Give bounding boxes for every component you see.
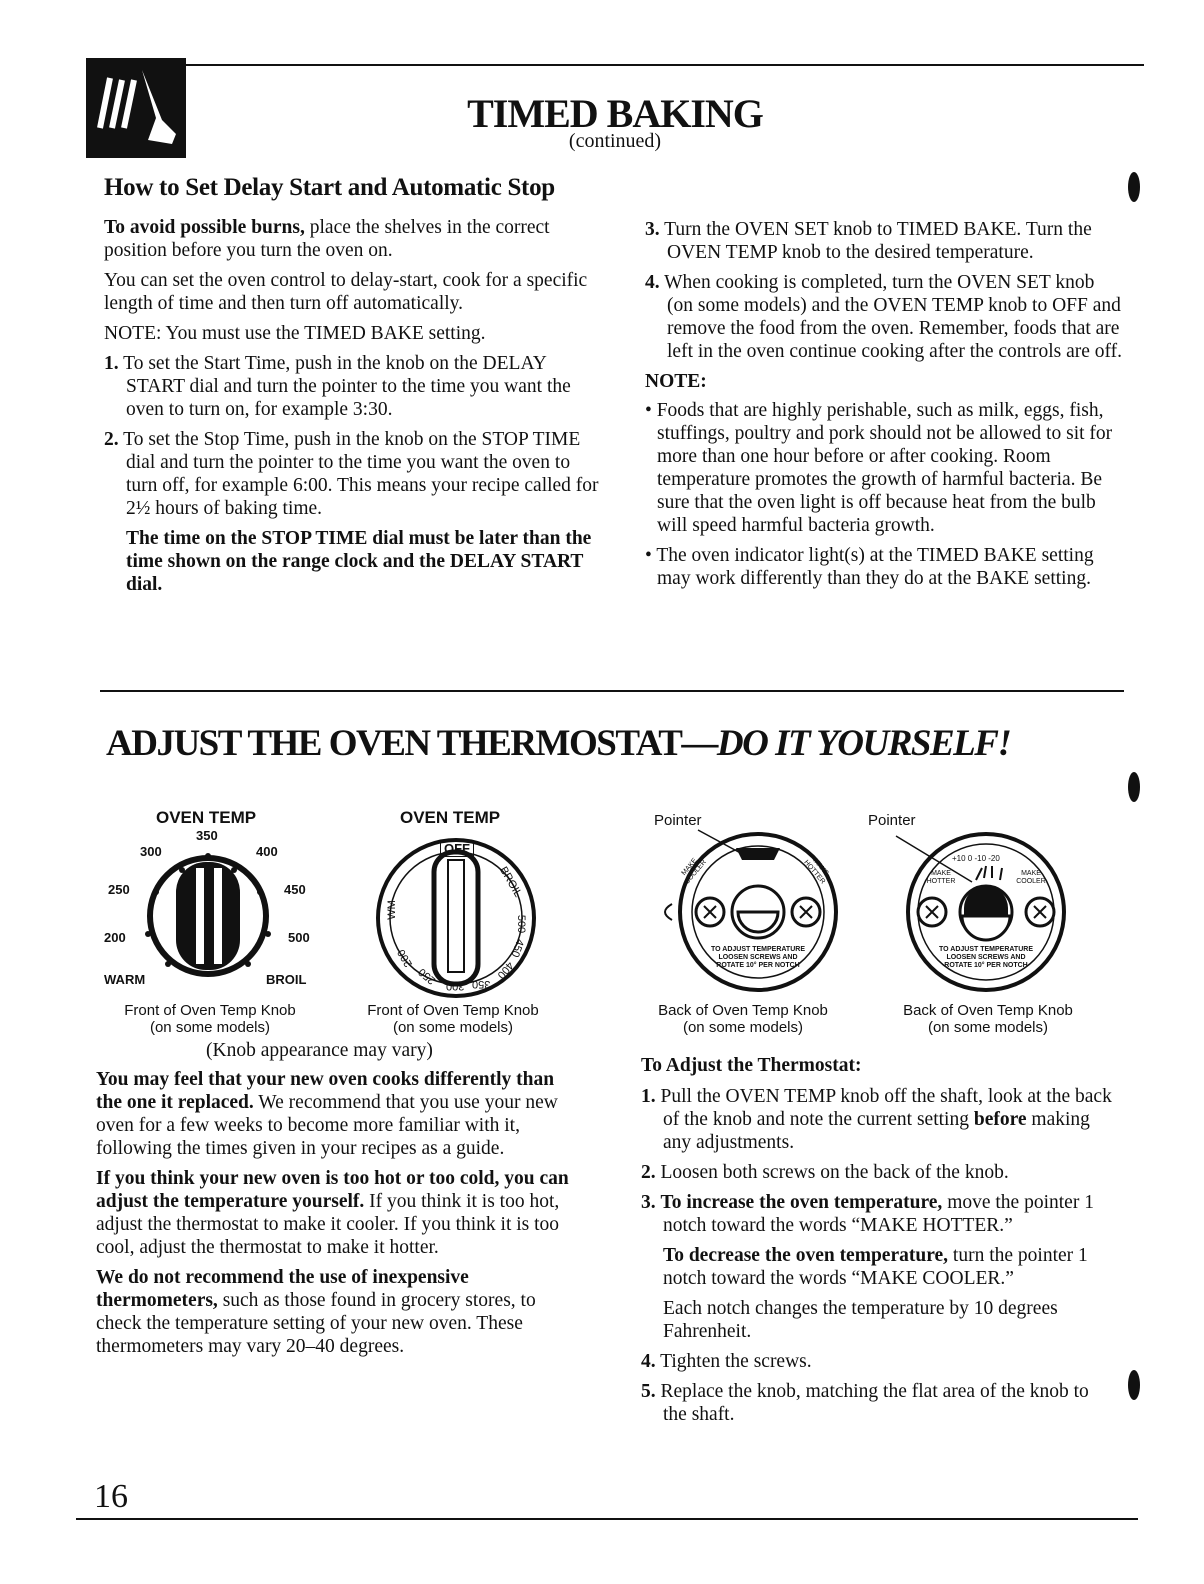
step-2-stop-time: 2. To set the Stop Time, push in the knob on the STOP TIME dial and turn the pointer to the time you want the oven to turn off, for example 6:00. This means your recipe called for 2½ hours of baking time. <box>104 429 599 519</box>
knob-4-make-cooler: MAKE COOLER <box>1016 870 1046 885</box>
each-notch-paragraph: Each notch changes the temperature by 10 degrees Fahrenheit. <box>663 1298 1058 1342</box>
knob-4-pointer-label: Pointer <box>868 812 916 829</box>
knob-1-dial-graphic <box>96 826 326 996</box>
decrease-temperature-paragraph: To decrease the oven temperature, turn the pointer 1 notch toward the words “MAKE COOLER.” <box>663 1245 1088 1289</box>
knob-2-caption: Front of Oven Temp Knob (on some models) <box>367 1002 539 1036</box>
thermostat-left-column <box>96 1068 576 1365</box>
knob-3-make-hotter: MAKE HOTTER <box>802 857 830 886</box>
front-knob-2-figure <box>352 806 562 1006</box>
knob-2-mark-300: 300 <box>446 980 465 992</box>
stop-time-warning: The time on the STOP TIME dial must be later than the time shown on the range clock and the DELAY START dial. <box>126 528 592 595</box>
temp-300: 300 <box>140 844 162 859</box>
top-rule <box>86 64 1144 66</box>
knob-2-mark-350: 350 <box>472 978 491 990</box>
adjust-step-2: 2. Loosen both screws on the back of the knob. <box>641 1162 1009 1183</box>
knob-3-caption: Back of Oven Temp Knob (on some models) <box>658 1002 828 1036</box>
bottom-rule <box>76 1518 1138 1520</box>
thermometers-paragraph: We do not recommend the use of inexpensive thermometers, such as those found in grocery stores, to check the temperature setting of your new oven. These thermometers may vary 20–40 degrees. <box>96 1267 536 1357</box>
delay-intro-paragraph: You can set the oven control to delay-start, cook for a specific length of time and then turn off automatically. <box>104 270 588 314</box>
adjust-step-1: 1. Pull the OVEN TEMP knob off the shaft, look at the back of the knob and note the current setting before making any adjustments. <box>641 1086 1112 1153</box>
adjust-thermostat-heading: To Adjust the Thermostat: <box>641 1055 862 1076</box>
temp-350: 350 <box>196 828 218 843</box>
binding-hole-mark-2 <box>1128 772 1140 802</box>
timed-bake-note: NOTE: You must use the TIMED BAKE setting. <box>104 323 486 344</box>
temp-250: 250 <box>108 882 130 897</box>
knob-2-mark-400: 400 <box>494 959 516 981</box>
delay-left-column <box>104 216 604 603</box>
knob-2-off: OFF <box>440 840 474 857</box>
page-number: 16 <box>94 1478 128 1515</box>
indicator-light-bullet: • The oven indicator light(s) at the TIMED BAKE setting may work differently than they do at the BAKE setting. <box>645 545 1094 589</box>
page-subtitle: (continued) <box>568 130 662 152</box>
knob-1-caption: Front of Oven Temp Knob (on some models) <box>124 1002 296 1036</box>
step-1-start-time: 1. To set the Start Time, push in the knob on the DELAY START dial and turn the pointer to the time you want the oven to turn on, for example 3:30. <box>104 353 571 420</box>
back-knob-3-figure <box>650 808 850 998</box>
temp-400: 400 <box>256 844 278 859</box>
thermostat-heading: ADJUST THE OVEN THERMOSTAT—DO IT YOURSELF! <box>106 723 1011 764</box>
adjust-step-3: 3. To increase the oven temperature, move the pointer 1 notch toward the words “MAKE HOTTER.” <box>641 1192 1094 1236</box>
binding-hole-mark <box>1128 172 1140 202</box>
delay-section-heading: How to Set Delay Start and Automatic Stop <box>104 174 555 201</box>
note-label: NOTE: <box>645 371 707 392</box>
knob-2-mark-500: 500 <box>515 914 528 934</box>
binding-hole-mark-3 <box>1128 1370 1140 1400</box>
adjust-step-5: 5. Replace the knob, matching the flat area of the knob to the shaft. <box>641 1381 1089 1425</box>
knob-4-make-hotter: MAKE HOTTER <box>926 870 956 885</box>
knob-1-label: OVEN TEMP <box>156 808 257 827</box>
burns-paragraph: To avoid possible burns, place the shelves in the correct position before you turn the oven on. <box>104 217 550 261</box>
knob-3-make-cooler: MAKE COOLER <box>680 857 708 886</box>
temp-broil: BROIL <box>266 972 307 987</box>
knob-2-mark-450: 450 <box>508 937 526 959</box>
knob-2-mark-200: 200 <box>395 947 415 969</box>
too-hot-cold-paragraph: If you think your new oven is too hot or too cold, you can adjust the temperature yourself. If you think it is too hot, adjust the thermostat to make it cooler. If you think it is too cool, adjust the thermostat to make it hotter. <box>96 1168 569 1258</box>
back-knob-4-figure <box>866 808 1076 998</box>
knob-3-center-text: TO ADJUST TEMPERATURE LOOSEN SCREWS AND ROTATE 10° PER NOTCH <box>711 946 805 969</box>
temp-500: 500 <box>288 930 310 945</box>
thermostat-right-column <box>641 1054 1117 1433</box>
range-hand-logo-icon <box>86 58 186 158</box>
adjust-step-4: 4. Tighten the screws. <box>641 1351 812 1372</box>
temp-450: 450 <box>284 882 306 897</box>
knob-2-broil: BROIL <box>497 864 524 900</box>
delay-right-column <box>645 218 1123 597</box>
temp-warm: WARM <box>104 972 146 987</box>
knob-4-center-text: TO ADJUST TEMPERATURE LOOSEN SCREWS AND ROTATE 10° PER NOTCH <box>939 946 1033 969</box>
step-4-cooking-complete: 4. When cooking is completed, turn the OVEN SET knob (on some models) and the OVEN TEMP knob to OFF and remove the food from the oven. Remember, foods that are left in the oven continue cooking after the controls are off. <box>645 272 1123 362</box>
knob-2-label: OVEN TEMP <box>400 808 501 827</box>
knob-4-caption: Back of Oven Temp Knob (on some models) <box>903 1002 1073 1036</box>
knob-appearance-note: (Knob appearance may vary) <box>206 1040 433 1061</box>
section-divider <box>100 690 1124 692</box>
step-3-timed-bake: 3. Turn the OVEN SET knob to TIMED BAKE. Turn the OVEN TEMP knob to the desired temperature. <box>645 219 1092 263</box>
temp-200: 200 <box>104 930 126 945</box>
page-title: TIMED BAKING <box>467 91 763 136</box>
perishable-foods-bullet: • Foods that are highly perishable, such as milk, eggs, fish, stuffings, poultry and pork should not be allowed to sit for more than one hour before or after cooking. Room temperature promotes the growth of harmful bacteria. Be sure that the oven light is off because heat from the bulb will speed harmful bacteria growth. <box>645 400 1113 536</box>
cooks-differently-paragraph: You may feel that your new oven cooks differently than the one it replaced. We recommend that you use your new oven for a few weeks to become more familiar with it, following the times given in your recipes as a guide. <box>96 1069 558 1159</box>
knob-4-scale: +10 0 -10 -20 <box>952 854 1000 863</box>
knob-2-wm: WM <box>385 900 398 920</box>
knob-2-mark-250: 250 <box>416 965 439 987</box>
knob-3-pointer-label: Pointer <box>654 812 702 829</box>
